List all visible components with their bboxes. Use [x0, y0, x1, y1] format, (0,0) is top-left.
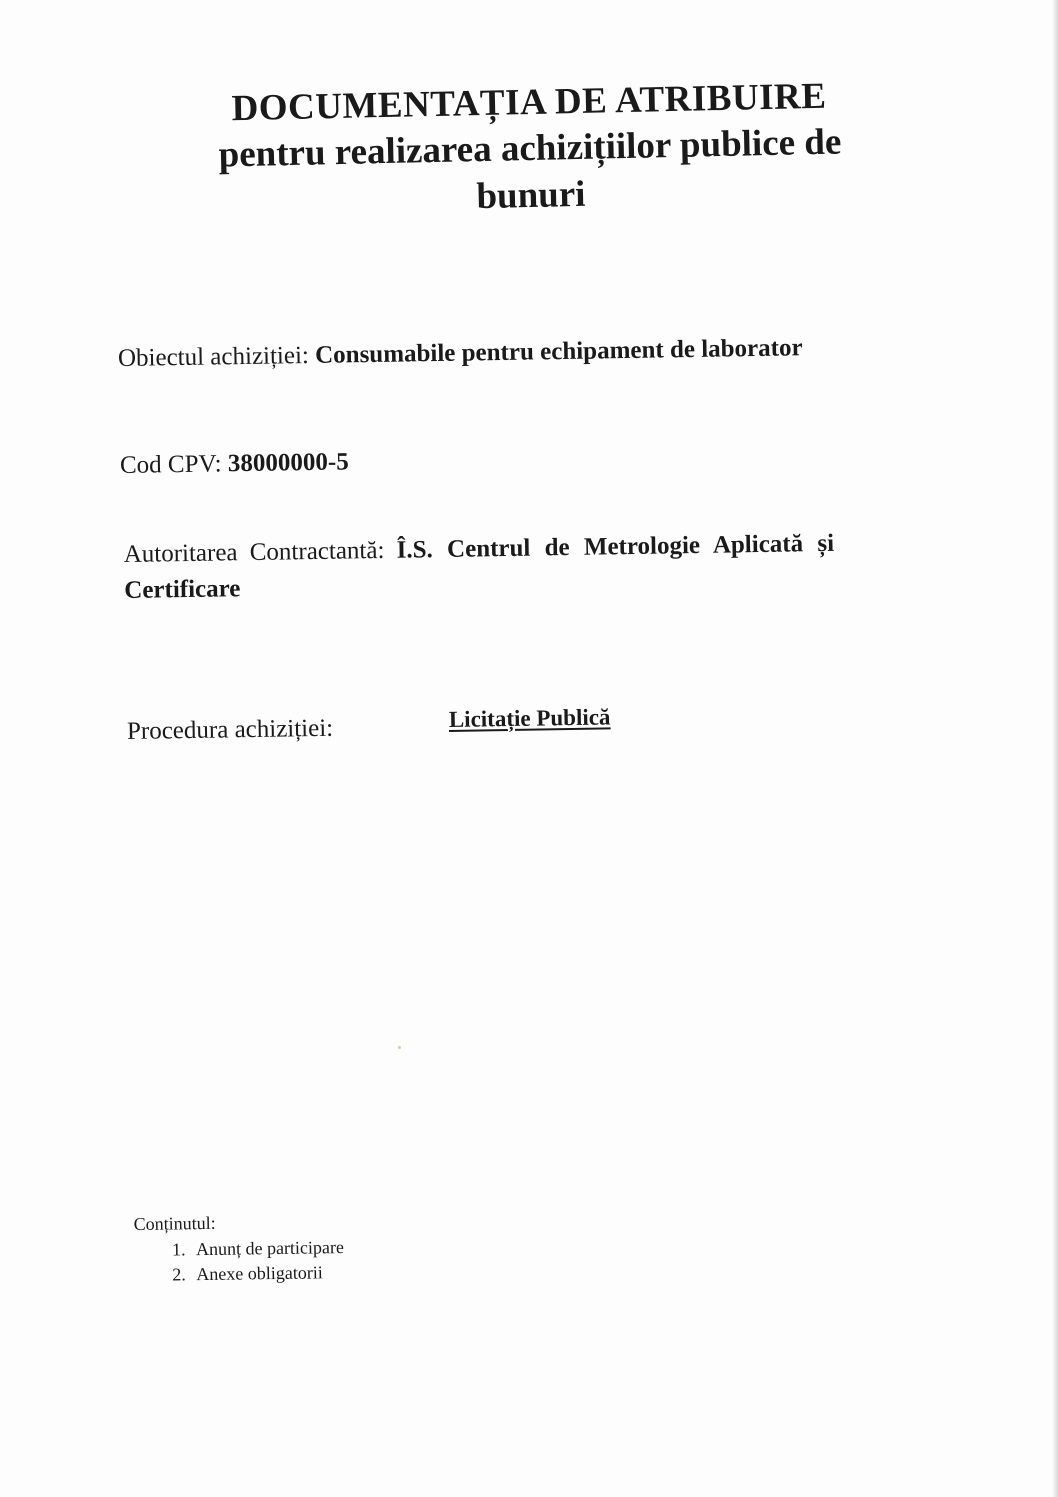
procedura-value: Licitație Publică	[448, 704, 611, 732]
title-line-1: DOCUMENTAȚIA DE ATRIBUIRE	[231, 75, 827, 130]
scan-speck	[398, 1046, 401, 1049]
document-title	[149, 72, 912, 227]
contents-section	[133, 1209, 344, 1287]
title-line-3: bunuri	[476, 173, 586, 217]
contents-item: 2. Anexe obligatorii	[190, 1260, 344, 1286]
field-procedura	[126, 704, 611, 746]
obiect-label: Obiectul achiziției:	[117, 341, 316, 372]
cpv-label: Cod CPV:	[119, 450, 229, 479]
obiect-value: Consumabile pentru echipament de laborator	[314, 334, 803, 369]
field-autoritate	[123, 524, 944, 609]
contents-heading: Conținutul:	[133, 1212, 216, 1235]
autoritate-label: Autoritarea Contractantă:	[123, 536, 397, 569]
procedura-label: Procedura achiziției:	[126, 714, 334, 745]
scan-edge-shadow	[1052, 0, 1058, 1497]
contents-list	[134, 1235, 345, 1287]
field-cpv	[120, 448, 349, 480]
field-obiect	[118, 334, 803, 373]
title-line-2: pentru realizarea achizițiilor publice de	[218, 121, 842, 176]
cpv-value: 38000000-5	[227, 448, 349, 478]
contents-item: 1. Anunț de participare	[190, 1235, 344, 1261]
autoritate-value: Î.S. Centrul de Metrologie Aplicată și Certificare	[124, 529, 835, 605]
